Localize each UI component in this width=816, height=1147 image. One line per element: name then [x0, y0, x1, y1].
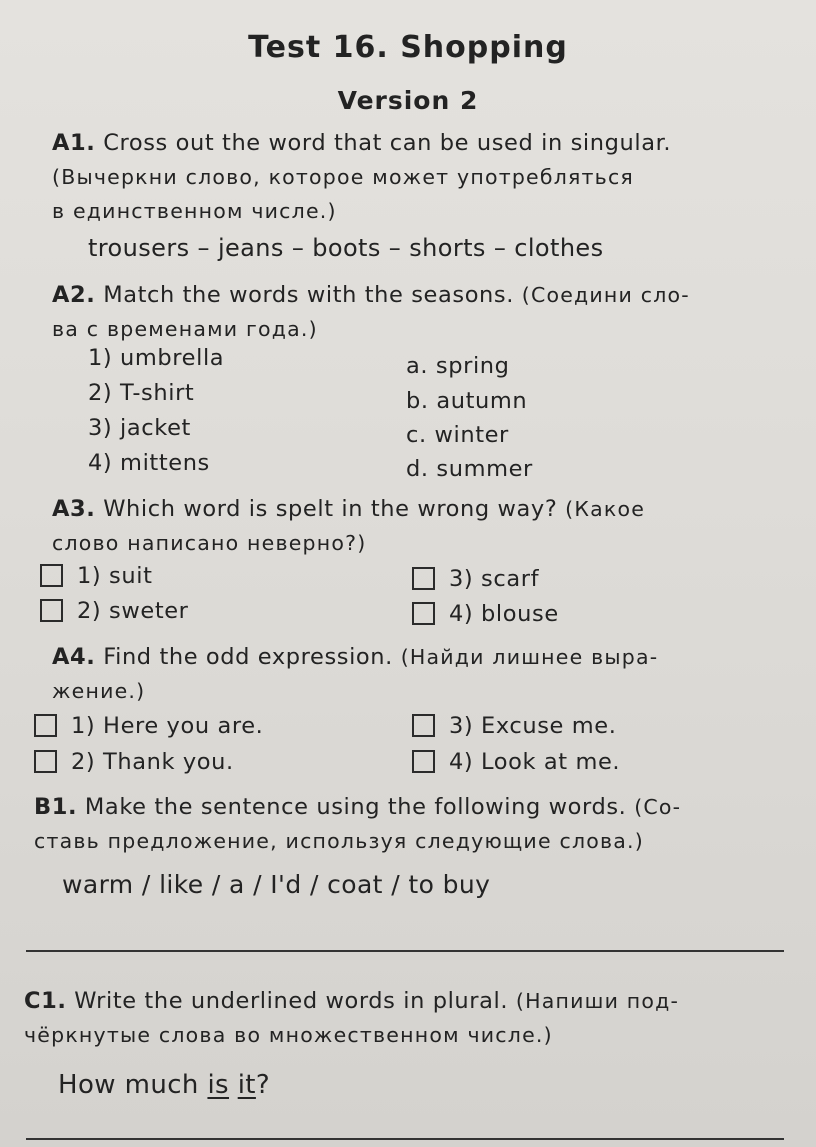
season-option: a. spring — [406, 353, 510, 379]
task-a1 — [52, 126, 782, 228]
season-option: d. summer — [406, 456, 533, 482]
task-a4-instruction: Find the odd expression. — [103, 644, 393, 670]
answer-option[interactable] — [412, 713, 616, 739]
task-a1-translation-1: (Вычеркни слово, которое может употребляться — [52, 165, 634, 189]
task-a4-translation-1: (Найди лишнее выра- — [400, 645, 659, 669]
task-b1-translation-1: (Со- — [634, 795, 682, 819]
task-b1-translation-2: ставь предложение, используя следующие слова.) — [34, 829, 644, 853]
answer-option-label: 2) sweter — [77, 598, 189, 624]
task-a1-id: A1. — [52, 130, 96, 156]
answer-option-label: 4) Look at me. — [449, 749, 621, 775]
task-b1 — [34, 790, 794, 858]
answer-option-label: 1) suit — [77, 563, 153, 589]
answer-checkbox[interactable] — [34, 750, 57, 773]
task-a2-id: A2. — [52, 282, 96, 308]
sentence-start: How much — [58, 1070, 208, 1100]
task-a3-translation-1: (Какое — [565, 497, 646, 521]
answer-option[interactable] — [34, 749, 234, 775]
task-a2-translation-1: (Соедини сло- — [521, 283, 690, 307]
answer-checkbox[interactable] — [412, 750, 435, 773]
task-a2-instruction: Match the words with the seasons. — [103, 282, 514, 308]
underlined-word: it — [237, 1070, 256, 1100]
answer-option[interactable] — [412, 566, 539, 592]
answer-option[interactable] — [412, 749, 620, 775]
task-a1-translation-2: в единственном числе.) — [52, 199, 337, 223]
task-a4-translation-2: жение.) — [52, 679, 146, 703]
answer-option[interactable] — [34, 713, 263, 739]
task-c1-instruction: Write the underlined words in plural. — [74, 988, 509, 1014]
answer-checkbox[interactable] — [34, 714, 57, 737]
task-c1-sentence — [58, 1070, 270, 1100]
task-a2-translation-2: ва с временами года.) — [52, 317, 318, 341]
task-a4-id: A4. — [52, 644, 96, 670]
answer-option-label: 3) scarf — [449, 566, 540, 592]
task-a3-id: A3. — [52, 496, 96, 522]
task-a3 — [52, 492, 782, 560]
task-b1-instruction: Make the sentence using the following words. — [84, 794, 627, 820]
version-label: Version 2 — [337, 86, 479, 115]
match-item: 2) T-shirt — [88, 380, 195, 406]
answer-option-label: 1) Here you are. — [71, 713, 264, 739]
task-c1-id: C1. — [24, 988, 67, 1014]
answer-line[interactable] — [26, 1138, 784, 1140]
task-c1 — [24, 984, 794, 1052]
answer-checkbox[interactable] — [40, 599, 63, 622]
match-item: 1) umbrella — [88, 345, 225, 371]
answer-checkbox[interactable] — [412, 602, 435, 625]
task-c1-translation-2: чёркнутые слова во множественном числе.) — [24, 1023, 553, 1047]
answer-checkbox[interactable] — [412, 714, 435, 737]
task-a3-translation-2: слово написано неверно?) — [52, 531, 367, 555]
task-c1-translation-1: (Напиши под- — [515, 989, 680, 1013]
answer-line[interactable] — [26, 950, 784, 952]
task-a3-instruction: Which word is spelt in the wrong way? — [103, 496, 558, 522]
answer-option[interactable] — [40, 598, 189, 624]
task-a1-word-list: trousers – jeans – boots – shorts – clothes — [88, 234, 604, 262]
task-a1-instruction: Cross out the word that can be used in singular. — [103, 130, 672, 156]
match-item: 4) mittens — [88, 450, 210, 476]
answer-checkbox[interactable] — [40, 564, 63, 587]
answer-option-label: 4) blouse — [449, 601, 559, 627]
answer-option[interactable] — [40, 563, 153, 589]
match-item: 3) jacket — [88, 415, 191, 441]
season-option: c. winter — [406, 422, 509, 448]
page-title: Test 16. Shopping — [248, 30, 568, 65]
task-b1-id: B1. — [34, 794, 78, 820]
season-option: b. autumn — [406, 388, 528, 414]
task-a2 — [52, 278, 782, 346]
answer-option-label: 2) Thank you. — [71, 749, 234, 775]
task-a4 — [52, 640, 782, 708]
answer-checkbox[interactable] — [412, 567, 435, 590]
task-b1-word-list: warm / like / a / I'd / coat / to buy — [62, 870, 491, 899]
answer-option-label: 3) Excuse me. — [449, 713, 617, 739]
answer-option[interactable] — [412, 601, 559, 627]
underlined-word: is — [207, 1070, 230, 1100]
sentence-end: ? — [255, 1070, 271, 1100]
